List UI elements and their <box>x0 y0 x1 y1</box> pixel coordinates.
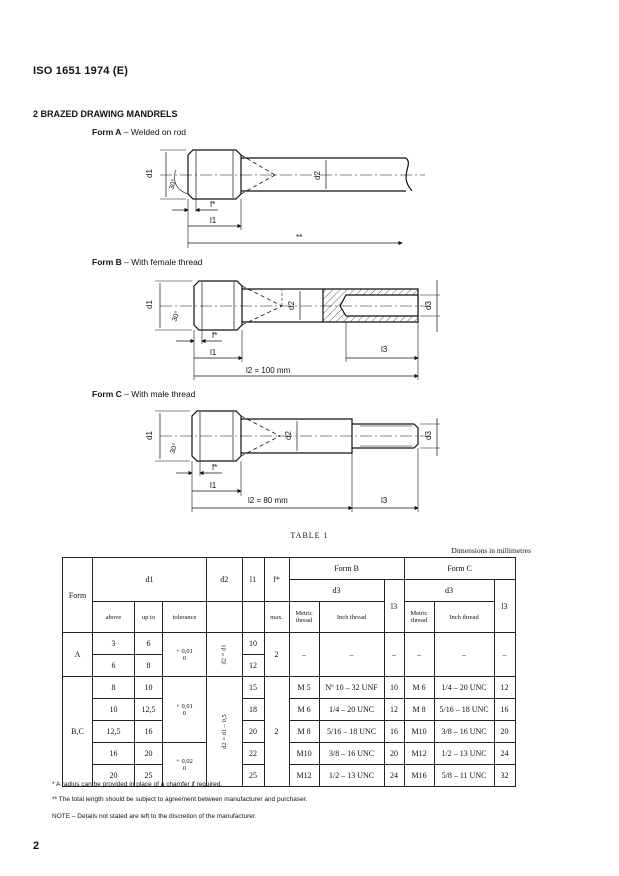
col-header-up-to: up to <box>135 602 163 633</box>
col-header-form: Form <box>63 558 93 633</box>
cell: 25 <box>135 765 163 787</box>
col-header-f: f* <box>264 558 289 602</box>
col-header-l1-empty <box>242 602 264 633</box>
form-b-l1-label: l1 <box>210 348 217 357</box>
cell: 8 <box>93 677 135 699</box>
col-header-c-l3: l3 <box>494 580 515 633</box>
form-c-d2-label: d2 <box>284 431 293 440</box>
cell: 22 <box>242 743 264 765</box>
cell: 20 <box>242 721 264 743</box>
cell: M 5 <box>289 677 319 699</box>
cell: M 6 <box>289 699 319 721</box>
form-a-drawing <box>160 150 425 248</box>
col-header-d2: d2 <box>207 558 243 602</box>
col-header-c-inch: Inch thread <box>434 602 494 633</box>
cell: 20 <box>135 743 163 765</box>
cell: 24 <box>384 765 404 787</box>
form-a-l1-label: l1 <box>210 216 217 225</box>
cell-tolerance: + 0,01 0 <box>163 633 207 677</box>
form-b-d2-label: d2 <box>287 301 296 310</box>
footnote-1: * A radius can be provided in place of a chamfer if required. <box>52 781 223 788</box>
cell-dash: – <box>289 633 319 677</box>
cell-f-bc: 2 <box>264 677 289 787</box>
cell: 6 <box>93 655 135 677</box>
cell-form-a: A <box>63 633 93 677</box>
form-b-name: Form B <box>92 257 122 267</box>
col-header-max: max. <box>264 602 289 633</box>
form-c-d1-label: d1 <box>145 431 154 440</box>
cell-dash: – <box>494 633 515 677</box>
form-c-f-label: f* <box>212 463 218 472</box>
cell: 8 <box>135 655 163 677</box>
form-a-d1-label: d1 <box>145 169 154 178</box>
cell: 20 <box>494 721 515 743</box>
form-b-drawing <box>155 280 440 380</box>
col-header-form-c: Form C <box>404 558 515 580</box>
cell-tolerance: + 0,01 0 <box>163 677 207 743</box>
table-title: TABLE 1 <box>290 531 329 540</box>
cell: 20 <box>384 743 404 765</box>
cell: 12,5 <box>135 699 163 721</box>
cell-dash: – <box>434 633 494 677</box>
cell: 16 <box>135 721 163 743</box>
cell: 24 <box>494 743 515 765</box>
units-note: Dimensions in millimetres <box>451 546 531 555</box>
cell: 12 <box>242 655 264 677</box>
form-b-d3-label: d3 <box>424 301 433 310</box>
col-header-b-d3: d3 <box>289 580 384 602</box>
cell: 5/16 – 18 UNC <box>434 699 494 721</box>
cell: 16 <box>494 699 515 721</box>
cell: 18 <box>242 699 264 721</box>
form-c-d3-label: d3 <box>424 431 433 440</box>
col-header-b-l3: l3 <box>384 580 404 633</box>
form-c-drawing <box>155 411 440 512</box>
cell: 1/4 – 20 UNC <box>434 677 494 699</box>
d2-note-bc-text: d2 = d1 – 0,5 <box>220 714 228 749</box>
table-row <box>63 721 516 743</box>
col-header-tolerance: tolerance <box>163 602 207 633</box>
cell-f-a: 2 <box>264 633 289 677</box>
cell: M 8 <box>289 721 319 743</box>
form-c-l1-label: l1 <box>210 481 217 490</box>
col-header-d1: d1 <box>93 558 207 602</box>
cell-dash: – <box>384 633 404 677</box>
form-a-d2-label: d2 <box>313 171 322 180</box>
cell: M12 <box>404 743 434 765</box>
cell: 10 <box>135 677 163 699</box>
d2-note-a-text: d2 = d1 <box>220 644 228 665</box>
col-header-c-metric: Metric thread <box>404 602 434 633</box>
cell: 5/8 – 11 UNC <box>434 765 494 787</box>
cell: M 8 <box>404 699 434 721</box>
form-a-angle-label: 30° <box>168 178 179 191</box>
cell-d2-note-a <box>207 633 243 677</box>
cell: M16 <box>404 765 434 787</box>
form-a-total-label: ** <box>296 233 303 242</box>
table-row <box>63 633 516 655</box>
table-row <box>63 677 516 699</box>
cell: M10 <box>289 743 319 765</box>
form-a-name: Form A <box>92 127 122 137</box>
cell: 12 <box>494 677 515 699</box>
cell: 20 <box>93 765 135 787</box>
page-number: 2 <box>33 840 40 852</box>
col-header-above: above <box>93 602 135 633</box>
col-header-l1: l1 <box>242 558 264 602</box>
cell: M10 <box>404 721 434 743</box>
cell: 6 <box>135 633 163 655</box>
note: NOTE – Details not stated are left to the discretion of the manufacturer. <box>52 813 257 820</box>
cell-d2-note-bc <box>207 677 243 787</box>
form-c-l2-label: l2 = 80 mm <box>248 496 288 505</box>
cell: Nº 10 – 32 UNF <box>319 677 384 699</box>
col-header-d2-empty <box>207 602 243 633</box>
cell: 10 <box>384 677 404 699</box>
cell: 3/8 – 16 UNC <box>434 721 494 743</box>
cell: 1/2 – 13 UNC <box>319 765 384 787</box>
cell: 32 <box>494 765 515 787</box>
form-b-f-label: f* <box>212 331 218 340</box>
col-header-form-b: Form B <box>289 558 404 580</box>
cell: M 6 <box>404 677 434 699</box>
cell: 16 <box>93 743 135 765</box>
form-c-l3-label: l3 <box>381 496 388 505</box>
footnote-2: ** The total length should be subject to agreement between manufacturer and purchaser. <box>52 796 308 803</box>
cell: 16 <box>384 721 404 743</box>
table-row <box>63 743 516 765</box>
form-c-name: Form C <box>92 389 122 399</box>
form-b-d1-label: d1 <box>145 300 154 309</box>
form-a-f-label: f* <box>210 200 216 209</box>
cell-dash: – <box>404 633 434 677</box>
cell: 10 <box>242 633 264 655</box>
cell: 15 <box>242 677 264 699</box>
col-header-c-d3: d3 <box>404 580 494 602</box>
cell-form-bc: B,C <box>63 677 93 787</box>
col-header-b-metric: Metric thread <box>289 602 319 633</box>
section-title: 2 BRAZED DRAWING MANDRELS <box>33 109 178 119</box>
dimensions-table <box>62 557 516 787</box>
cell: 1/4 – 20 UNC <box>319 699 384 721</box>
form-b-l2-label: l2 = 100 mm <box>246 366 291 375</box>
table-row <box>63 699 516 721</box>
cell: 1/2 – 13 UNC <box>434 743 494 765</box>
form-c-desc: – With male thread <box>121 389 196 399</box>
cell: M12 <box>289 765 319 787</box>
document-header: ISO 1651 1974 (E) <box>33 65 129 77</box>
cell: 5/16 – 18 UNC <box>319 721 384 743</box>
form-c-angle-label: 30° <box>169 442 180 455</box>
col-header-b-inch: Inch thread <box>319 602 384 633</box>
form-b-l3-label: l3 <box>381 345 388 354</box>
cell: 25 <box>242 765 264 787</box>
cell: 10 <box>93 699 135 721</box>
form-b-angle-label: 30° <box>171 310 182 323</box>
form-a-desc: – Welded on rod <box>121 127 187 137</box>
cell: 3/8 – 16 UNC <box>319 743 384 765</box>
cell: 12 <box>384 699 404 721</box>
cell-dash: – <box>319 633 384 677</box>
form-b-desc: – With female thread <box>121 257 203 267</box>
cell: 12,5 <box>93 721 135 743</box>
cell-tolerance: + 0,02 0 <box>163 743 207 787</box>
cell: 3 <box>93 633 135 655</box>
